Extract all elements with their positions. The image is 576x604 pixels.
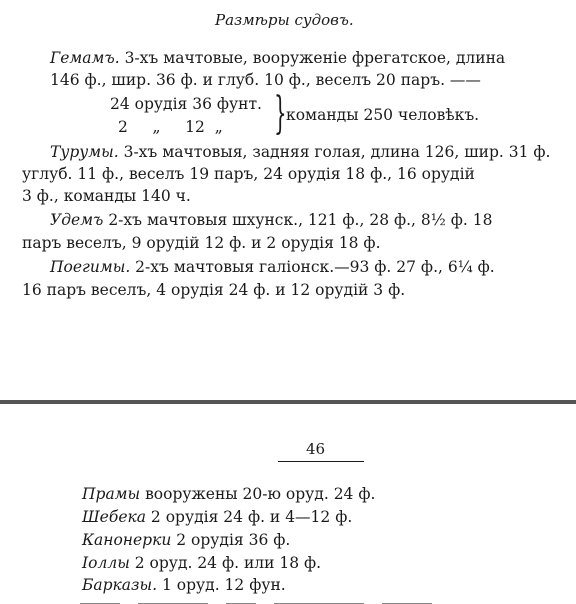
truncated-text-line — [80, 592, 510, 604]
entry-name: Канонерки — [82, 531, 172, 549]
section-heading: Размѣры судовъ. — [215, 11, 354, 29]
entry-turumy-line-1 — [50, 142, 550, 162]
entry-gemam-line-1 — [50, 48, 505, 68]
entry-text: вооружены 20-ю оруд. 24 ф. — [140, 485, 376, 503]
page-number: 46 — [306, 440, 326, 458]
entry-name: Турумы. — [50, 143, 119, 161]
entry-poegimy-line-1 — [50, 257, 495, 277]
entry-text: 1 оруд. 12 фун. — [157, 576, 286, 594]
entry-text: 2 орудія 36 ф. — [171, 531, 291, 549]
entry-kanonerki — [82, 530, 290, 550]
armament-row-2: 2 „ 12 „ — [118, 118, 223, 136]
entry-name: Прамы — [82, 485, 141, 503]
entry-iolly — [82, 553, 321, 573]
entry-name: Удемъ — [50, 211, 104, 229]
entry-text: 2 оруд. 24 ф. или 18 ф. — [129, 554, 322, 572]
entry-text: 2 орудія 24 ф. и 4—12 ф. — [146, 508, 353, 526]
entry-name: Гемамъ. — [50, 49, 120, 67]
entry-udem-line-1 — [50, 210, 492, 230]
entry-pramy — [82, 484, 375, 504]
armament-row-1: 24 орудія 36 фунт. — [110, 95, 262, 113]
entry-name: Поегимы. — [50, 258, 131, 276]
entry-poegimy-line-2: 16 паръ веселъ, 4 орудія 24 ф. и 12 орудій 3 ф. — [22, 281, 406, 299]
entry-name: Іоллы — [82, 554, 130, 572]
brace-symbol: } — [274, 88, 287, 139]
entry-shebeka — [82, 507, 352, 527]
entry-gemam-line-2: 146 ф., шир. 36 ф. и глуб. 10 ф., веселъ 20 паръ. —— — [50, 71, 481, 89]
page-number-rule — [278, 461, 364, 462]
page-divider — [0, 400, 576, 404]
entry-text: 3-хъ мачтовые, вооруженіе фрегатское, длина — [119, 49, 506, 67]
entry-text: 2-хъ мачтовыя шхунск., 121 ф., 28 ф., 8½ ф. 18 — [103, 211, 493, 229]
entry-turumy-line-3: 3 ф., команды 140 ч. — [22, 187, 191, 205]
entry-udem-line-2: паръ веселъ, 9 орудій 12 ф. и 2 орудія 18 ф. — [22, 234, 381, 252]
crew-count: команды 250 человѣкъ. — [286, 106, 480, 124]
entry-turumy-line-2: углуб. 11 ф., веселъ 19 паръ, 24 орудія 18 ф., 16 орудій — [22, 165, 475, 183]
entry-text: 3-хъ мачтовыя, задняя голая, длина 126, шир. 31 ф. — [118, 143, 551, 161]
entry-name: Шебека — [82, 508, 146, 526]
entry-name: Барказы. — [82, 576, 158, 594]
entry-text: 2-хъ мачтовыя галіонск.—93 ф. 27 ф., 6¼ ф. — [130, 258, 495, 276]
